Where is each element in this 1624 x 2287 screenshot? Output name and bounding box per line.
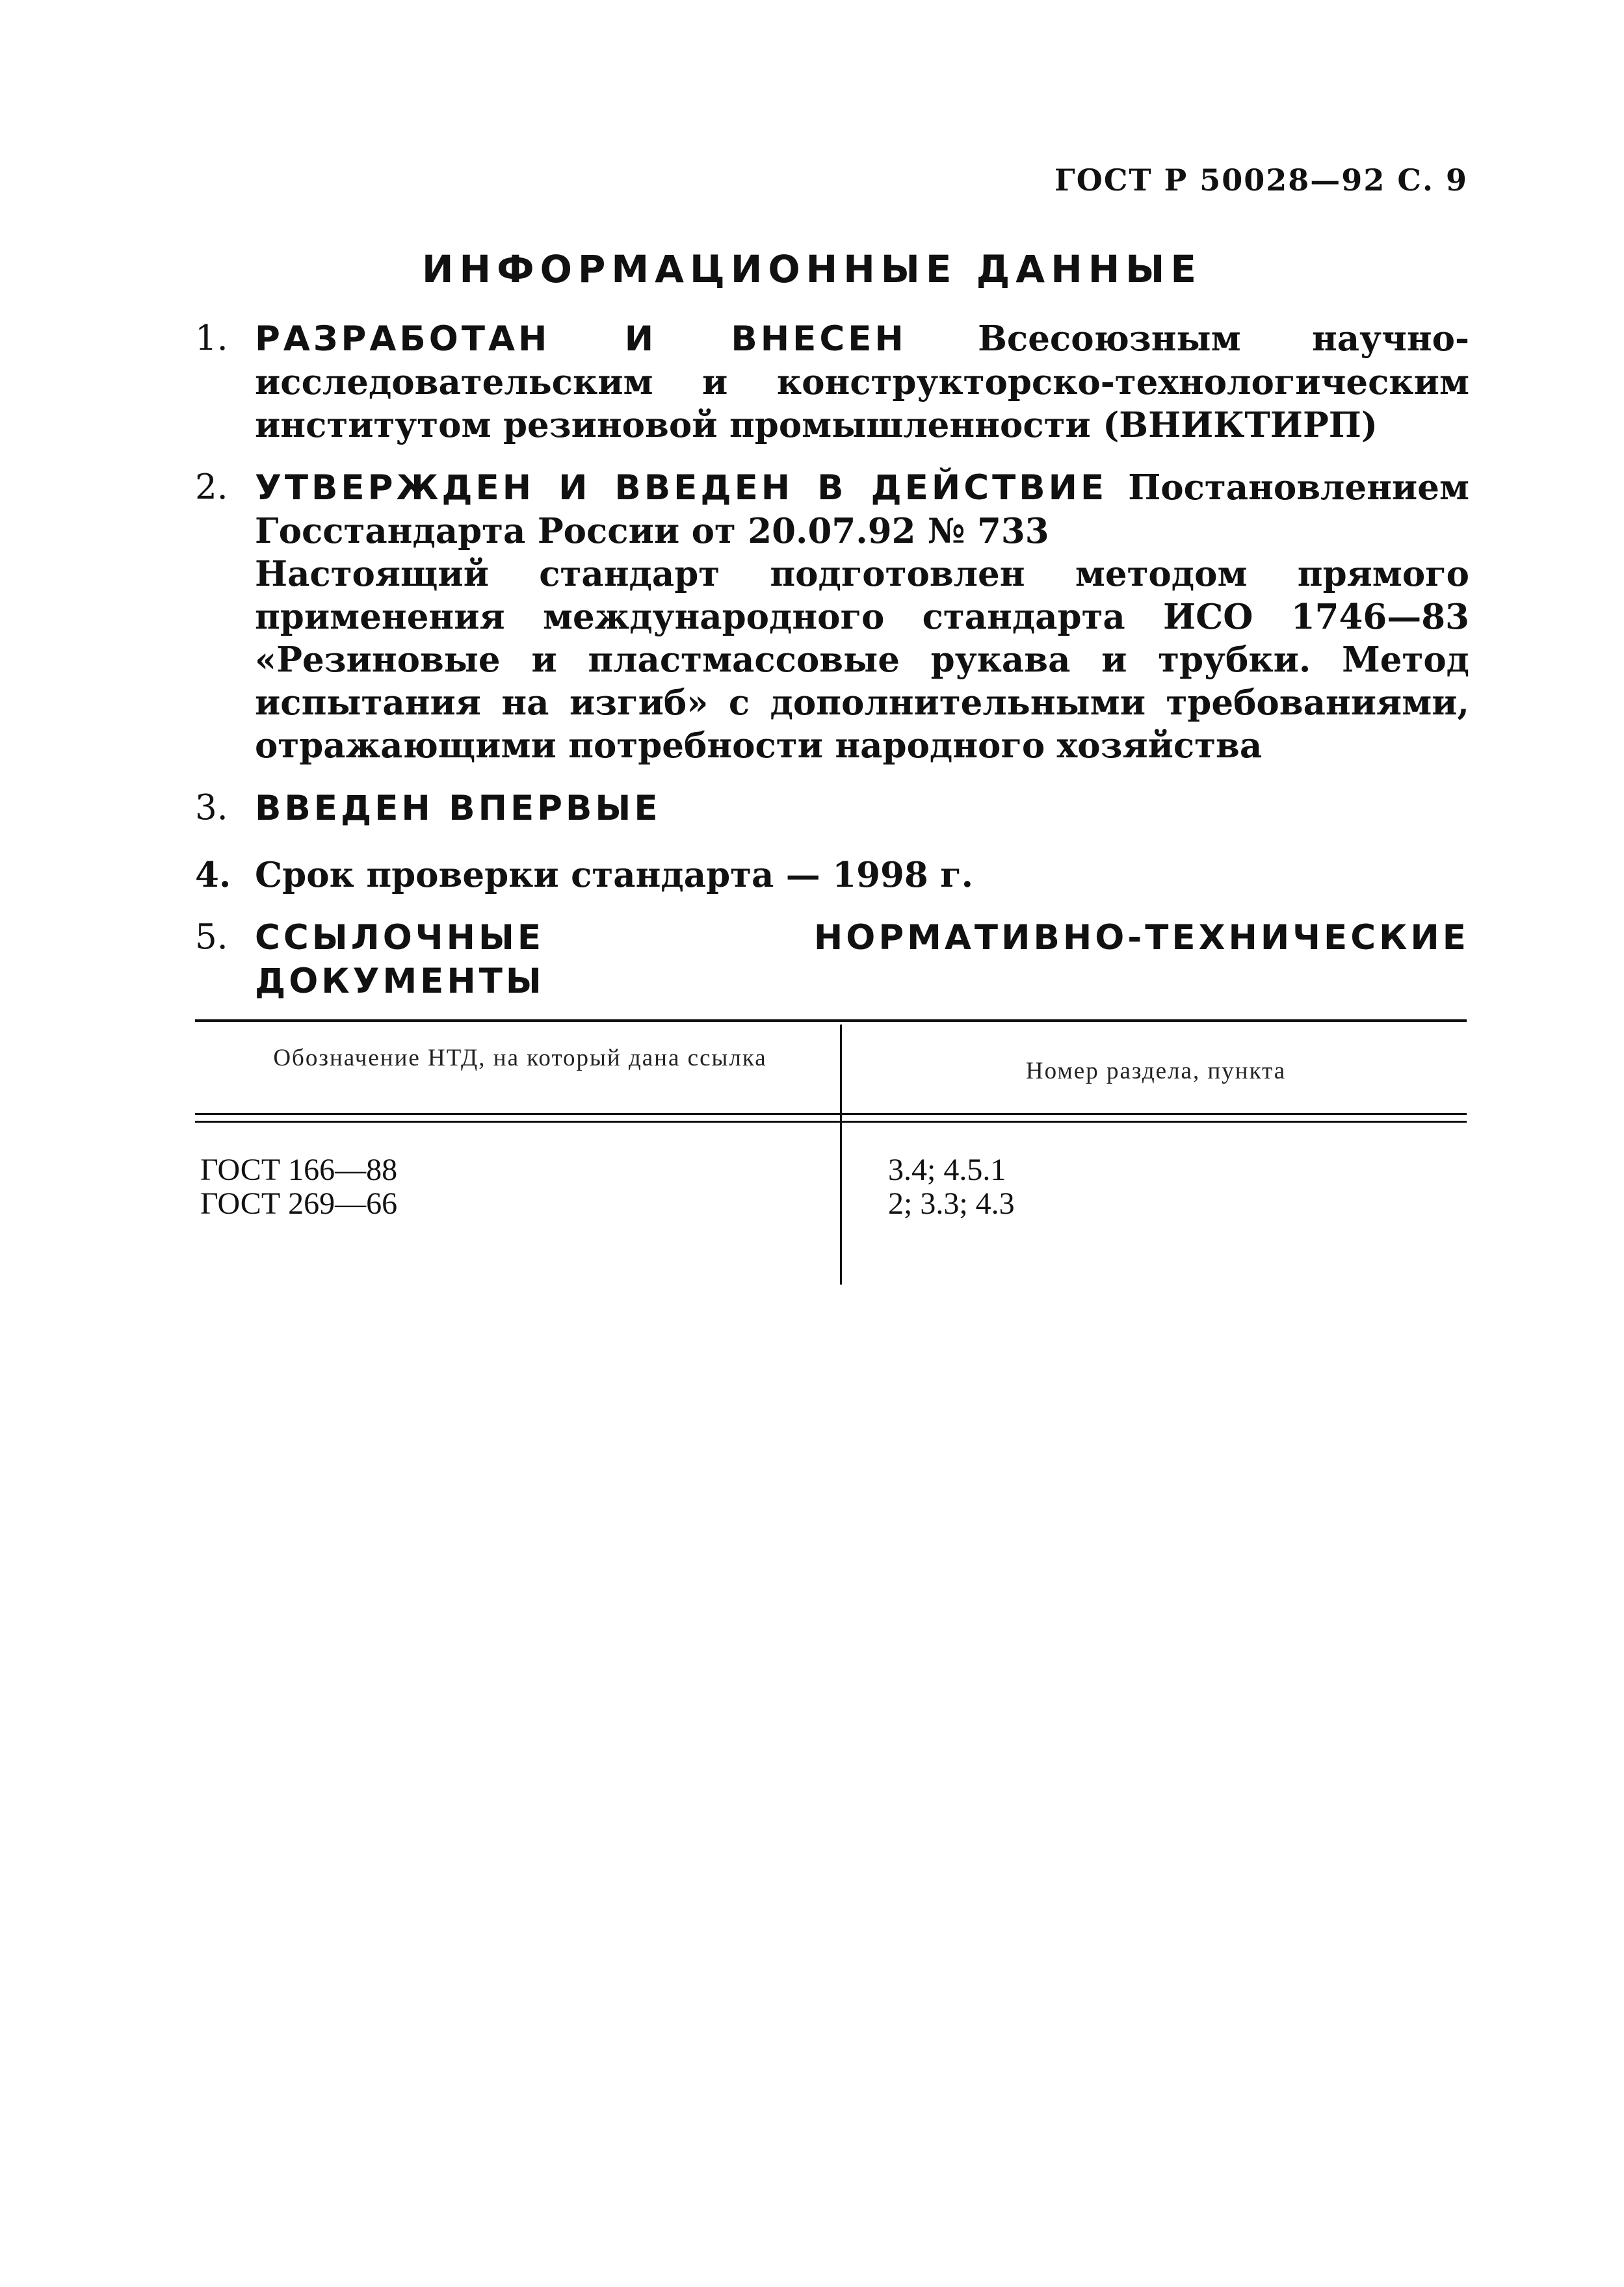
item-number: 2. (195, 467, 228, 507)
info-item-approved (195, 466, 1469, 767)
references-table (195, 1019, 1467, 1285)
table-cell-ntd: ГОСТ 269—66 (200, 1186, 398, 1221)
info-items-list (195, 317, 1469, 1003)
item-paragraph (255, 787, 1469, 830)
item-lead: ВВЕДЕН ВПЕРВЫЕ (255, 789, 661, 828)
item-number: 1. (195, 319, 228, 358)
info-item-developed (195, 317, 1469, 447)
table-cell-ntd: ГОСТ 166—88 (200, 1153, 398, 1187)
item-lead: УТВЕРЖДЕН И ВВЕДЕН В ДЕЙСТВИЕ (255, 468, 1108, 508)
item-lead: ССЫЛОЧНЫЕ НОРМАТИВНО-ТЕХНИЧЕСКИЕ ДОКУМЕНТЫ (255, 918, 1469, 1001)
item-text: Постановлением Госстандарта России от 20.07.92 № 733 (255, 467, 1469, 551)
table-row (195, 1187, 1467, 1221)
item-paragraph (255, 317, 1469, 447)
info-item-review-date (195, 854, 1469, 896)
document-title: ИНФОРМАЦИОННЫЕ ДАННЫЕ (421, 247, 1202, 291)
item-note: Настоящий стандарт подготовлен методом прямого применения международного стандарта ИСО 1746—83 «Резиновые и пластмассовые рукава и трубки. Метод испытания на изгиб» с дополнительными требованиями, отражающими потребности народного хозяйства (255, 554, 1469, 766)
table-row (195, 1153, 1467, 1187)
table-header-rule (195, 1113, 1467, 1115)
item-number: 5. (195, 917, 228, 957)
item-paragraph (255, 466, 1469, 553)
table-header-section: Номер раздела, пункта (1025, 1058, 1287, 1084)
item-paragraph (255, 916, 1469, 1003)
table-cell-section: 3.4; 4.5.1 (888, 1153, 1006, 1187)
table-top-rule (195, 1019, 1467, 1022)
item-number: 4. (195, 855, 231, 895)
info-item-introduced (195, 787, 1469, 830)
table-body (195, 1153, 1467, 1221)
table-cell-section: 2; 3.3; 4.3 (888, 1186, 1015, 1221)
item-text: Всесоюзным научно-исследовательским и конструкторско-технологическим институтом резиновой промышленности (ВНИКТИРП) (255, 319, 1470, 445)
info-item-references (195, 916, 1469, 1003)
item-paragraph (255, 854, 1469, 896)
item-number: 3. (195, 788, 228, 828)
item-lead: РАЗРАБОТАН И ВНЕСЕН (255, 319, 907, 359)
table-header-ntd: Обозначение НТД, на который дана ссылка (273, 1045, 767, 1071)
item-text: Срок проверки стандарта — 1998 г. (255, 855, 974, 895)
page-header: ГОСТ Р 50028—92 С. 9 (1054, 163, 1468, 198)
table-header-rule (195, 1121, 1467, 1123)
